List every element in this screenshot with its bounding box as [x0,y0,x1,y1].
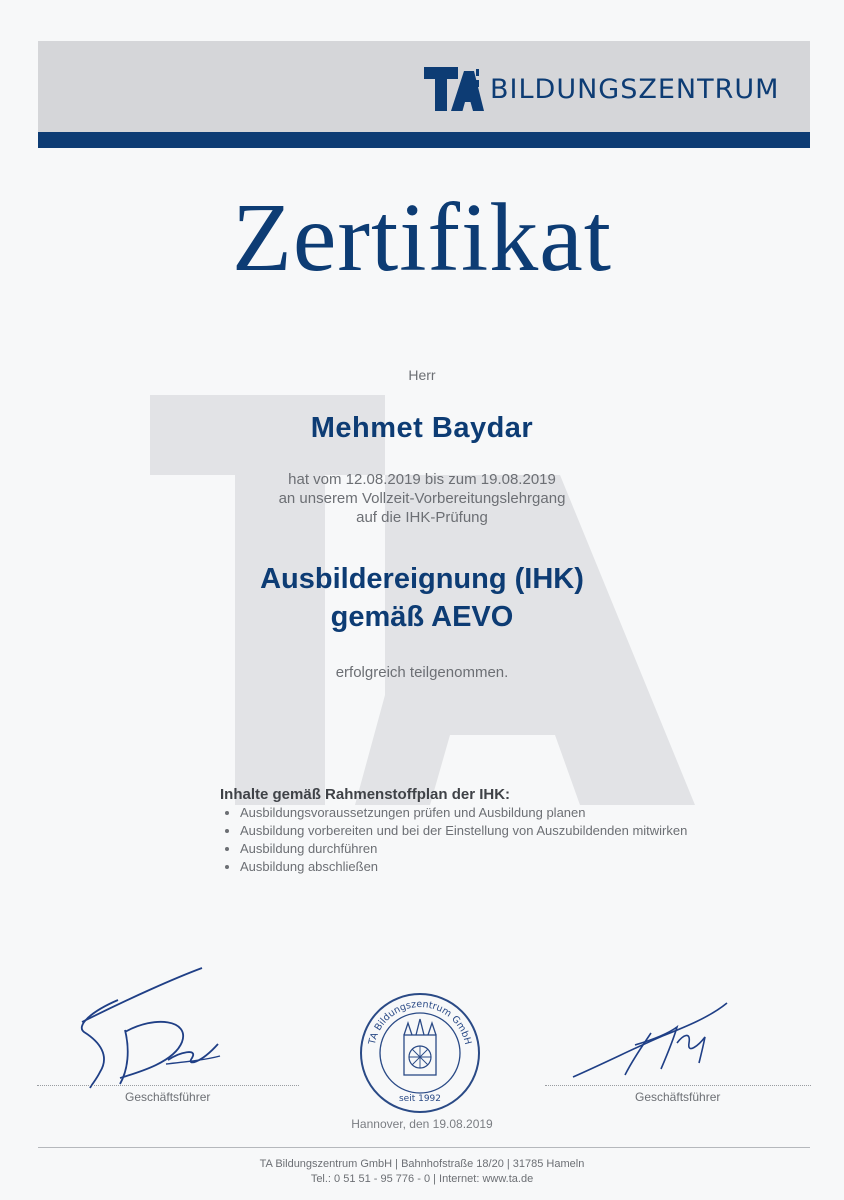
result-text: erfolgreich teilgenommen. [335,664,509,681]
course-line: gemäß AEVO [330,601,514,633]
participation-text [0,470,844,527]
ta-logo-mark [424,67,484,111]
place-date: Hannover, den 19.08.2019 [351,1117,493,1131]
contents-item: • Ausbildung abschließen [240,858,780,876]
logo-text: BILDUNGSZENTRUM [490,73,780,105]
header-stripe [38,132,810,148]
certificate-title: Zertifikat [231,184,613,292]
recipient-name: Mehmet Baydar [310,412,534,444]
signature-role-left: Geschäftsführer [125,1090,211,1104]
salutation: Herr [408,367,436,383]
contents-item: • Ausbildungsvoraussetzungen prüfen und Ausbildung planen [240,804,780,822]
course-line: Ausbildereignung (IHK) [260,563,584,595]
footer-divider [38,1147,810,1148]
footer-address: TA Bildungszentrum GmbH | Bahnhofstraße 18/20 | 31785 Hameln [259,1158,585,1170]
contents-section [220,786,780,876]
signature-line-right [545,1085,811,1086]
footer [0,1157,844,1187]
contents-list [220,804,780,876]
contents-item: • Ausbildung durchführen [240,840,780,858]
company-seal-stamp [358,991,482,1115]
participation-line: an unserem Vollzeit-Vorbereitungslehrgang [278,490,566,507]
participation-line: auf die IHK-Prüfung [356,509,488,526]
contents-title: Inhalte gemäß Rahmenstoffplan der IHK: [220,786,511,803]
left-signature [70,960,230,1090]
seal-ring-text: TA Bildungszentrum GmbH [366,998,474,1046]
signature-role-right: Geschäftsführer [635,1090,721,1104]
right-signature [565,995,735,1085]
footer-contact: Tel.: 0 51 51 - 95 776 - 0 | Internet: www.ta.de [310,1173,534,1185]
ta-logo [424,66,779,112]
contents-item: • Ausbildung vorbereiten und bei der Einstellung von Auszubildenden mitwirken [240,822,780,840]
seal-bottom-text: seit 1992 [398,1094,442,1104]
signature-line-left [37,1085,299,1086]
course-title [0,560,844,636]
participation-line: hat vom 12.08.2019 bis zum 19.08.2019 [288,471,556,488]
